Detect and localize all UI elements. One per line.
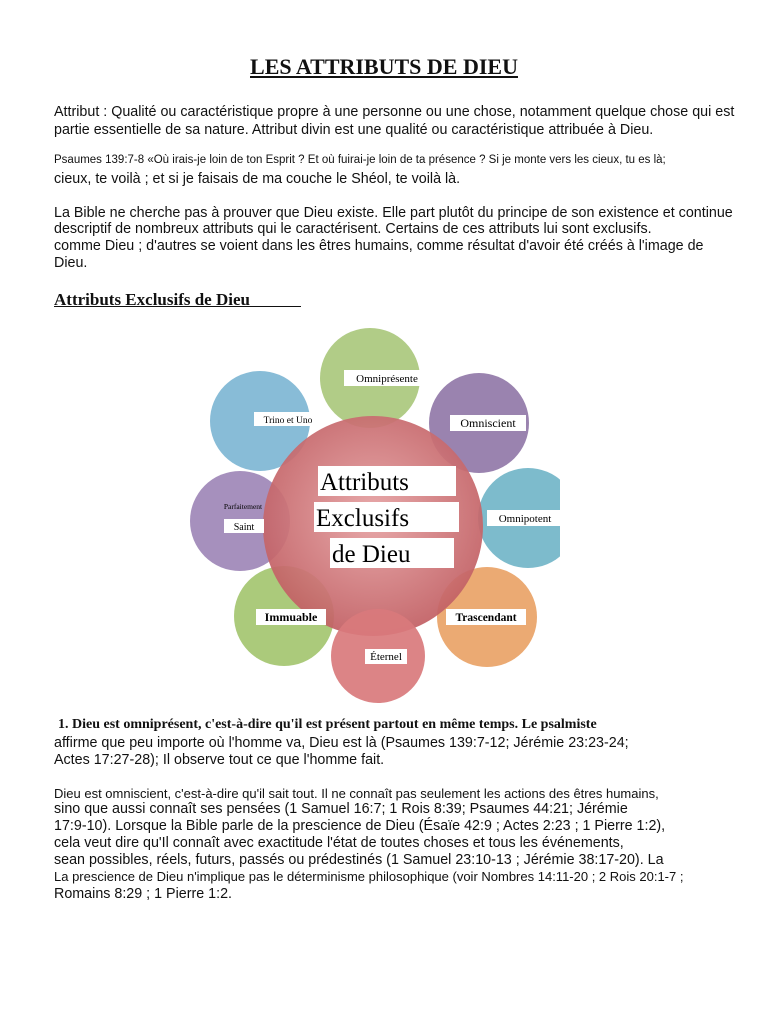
label-trascendant: Trascendant bbox=[455, 612, 517, 624]
bible-line-4: Dieu. bbox=[54, 255, 88, 271]
label-saint-top: Parfaitement bbox=[223, 502, 263, 511]
point2-line-5: sean possibles, réels, futurs, passés ou prédestinés (1 Samuel 23:10-13 ; Jérémie 38:17-20). La bbox=[54, 852, 664, 868]
point2-line-6: La prescience de Dieu n'implique pas le déterminisme philosophique (voir Nombres 14:11-20 ; 2 Rois 20:1-7 ; bbox=[54, 869, 684, 884]
point1-line-2: affirme que peu importe où l'homme va, Dieu est là (Psaumes 139:7-12; Jérémie 23:23-24; bbox=[54, 735, 629, 751]
intro-line-1: Attribut : Qualité ou caractéristique propre à une personne ou une chose, notamment quelque chose qui est bbox=[54, 104, 735, 120]
label-saint-bottom: Saint bbox=[233, 522, 255, 533]
point2-line-3: 17:9-10). Lorsque la Bible parle de la prescience de Dieu (Ésaïe 42:9 ; Actes 2:23 ; 1 Pierre 1:2), bbox=[54, 818, 666, 834]
point2-line-1: Dieu est omniscient, c'est-à-dire qu'il sait tout. Il ne connaît pas seulement les actions des êtres humains, bbox=[54, 786, 659, 801]
psalm-line-2: cieux, te voilà ; et si je faisais de ma couche le Shéol, te voilà là. bbox=[54, 171, 461, 187]
center-line-3: de Dieu bbox=[332, 541, 411, 568]
point1-line-1: 1. Dieu est omniprésent, c'est-à-dire qu'il est présent partout en même temps. Le psalmiste bbox=[58, 717, 597, 732]
attributes-diagram bbox=[180, 326, 560, 716]
page-title: LES ATTRIBUTS DE DIEU bbox=[250, 54, 518, 79]
label-omnipresente: Omniprésente bbox=[356, 373, 418, 385]
point1-line-3: Actes 17:27-28); Il observe tout ce que l'homme fait. bbox=[54, 752, 385, 768]
center-line-2: Exclusifs bbox=[316, 505, 410, 532]
label-omniscient: Omniscient bbox=[460, 416, 516, 430]
label-eternel: Éternel bbox=[370, 651, 402, 663]
point2-line-7: Romains 8:29 ; 1 Pierre 1:2. bbox=[54, 886, 233, 902]
bible-line-1: La Bible ne cherche pas à prouver que Dieu existe. Elle part plutôt du principe de son existence et continue bbox=[54, 205, 733, 221]
center-line-1: Attributs bbox=[320, 469, 409, 496]
label-immuable: Immuable bbox=[264, 610, 318, 624]
label-trino: Trino et Uno bbox=[263, 416, 313, 426]
bible-line-3: comme Dieu ; d'autres se voient dans les êtres humains, comme résultat d'avoir été créés à l'image de bbox=[54, 238, 704, 254]
point2-line-4: cela veut dire qu'Il connaît avec exactitude l'état de toutes choses et tous les événements, bbox=[54, 835, 624, 851]
bible-line-2: descriptif de nombreux attributs qui le caractérisent. Certains de ces attributs lui sont exclusifs. bbox=[54, 221, 652, 237]
point2-line-2: sino que aussi connaît ses pensées (1 Samuel 16:7; 1 Rois 8:39; Psaumes 44:21; Jérémie bbox=[54, 801, 628, 817]
psalm-line-1: Psaumes 139:7-8 «Où irais-je loin de ton Esprit ? Et où fuirai-je loin de ta présence ? Si je monte vers les cieux, tu es là; bbox=[54, 154, 666, 166]
section-heading: Attributs Exclusifs de Dieu bbox=[54, 290, 250, 309]
intro-line-2: partie essentielle de sa nature. Attribut divin est une qualité ou caractéristique attribuée à Dieu. bbox=[54, 122, 654, 138]
label-omnipotent: Omnipotent bbox=[498, 513, 552, 525]
